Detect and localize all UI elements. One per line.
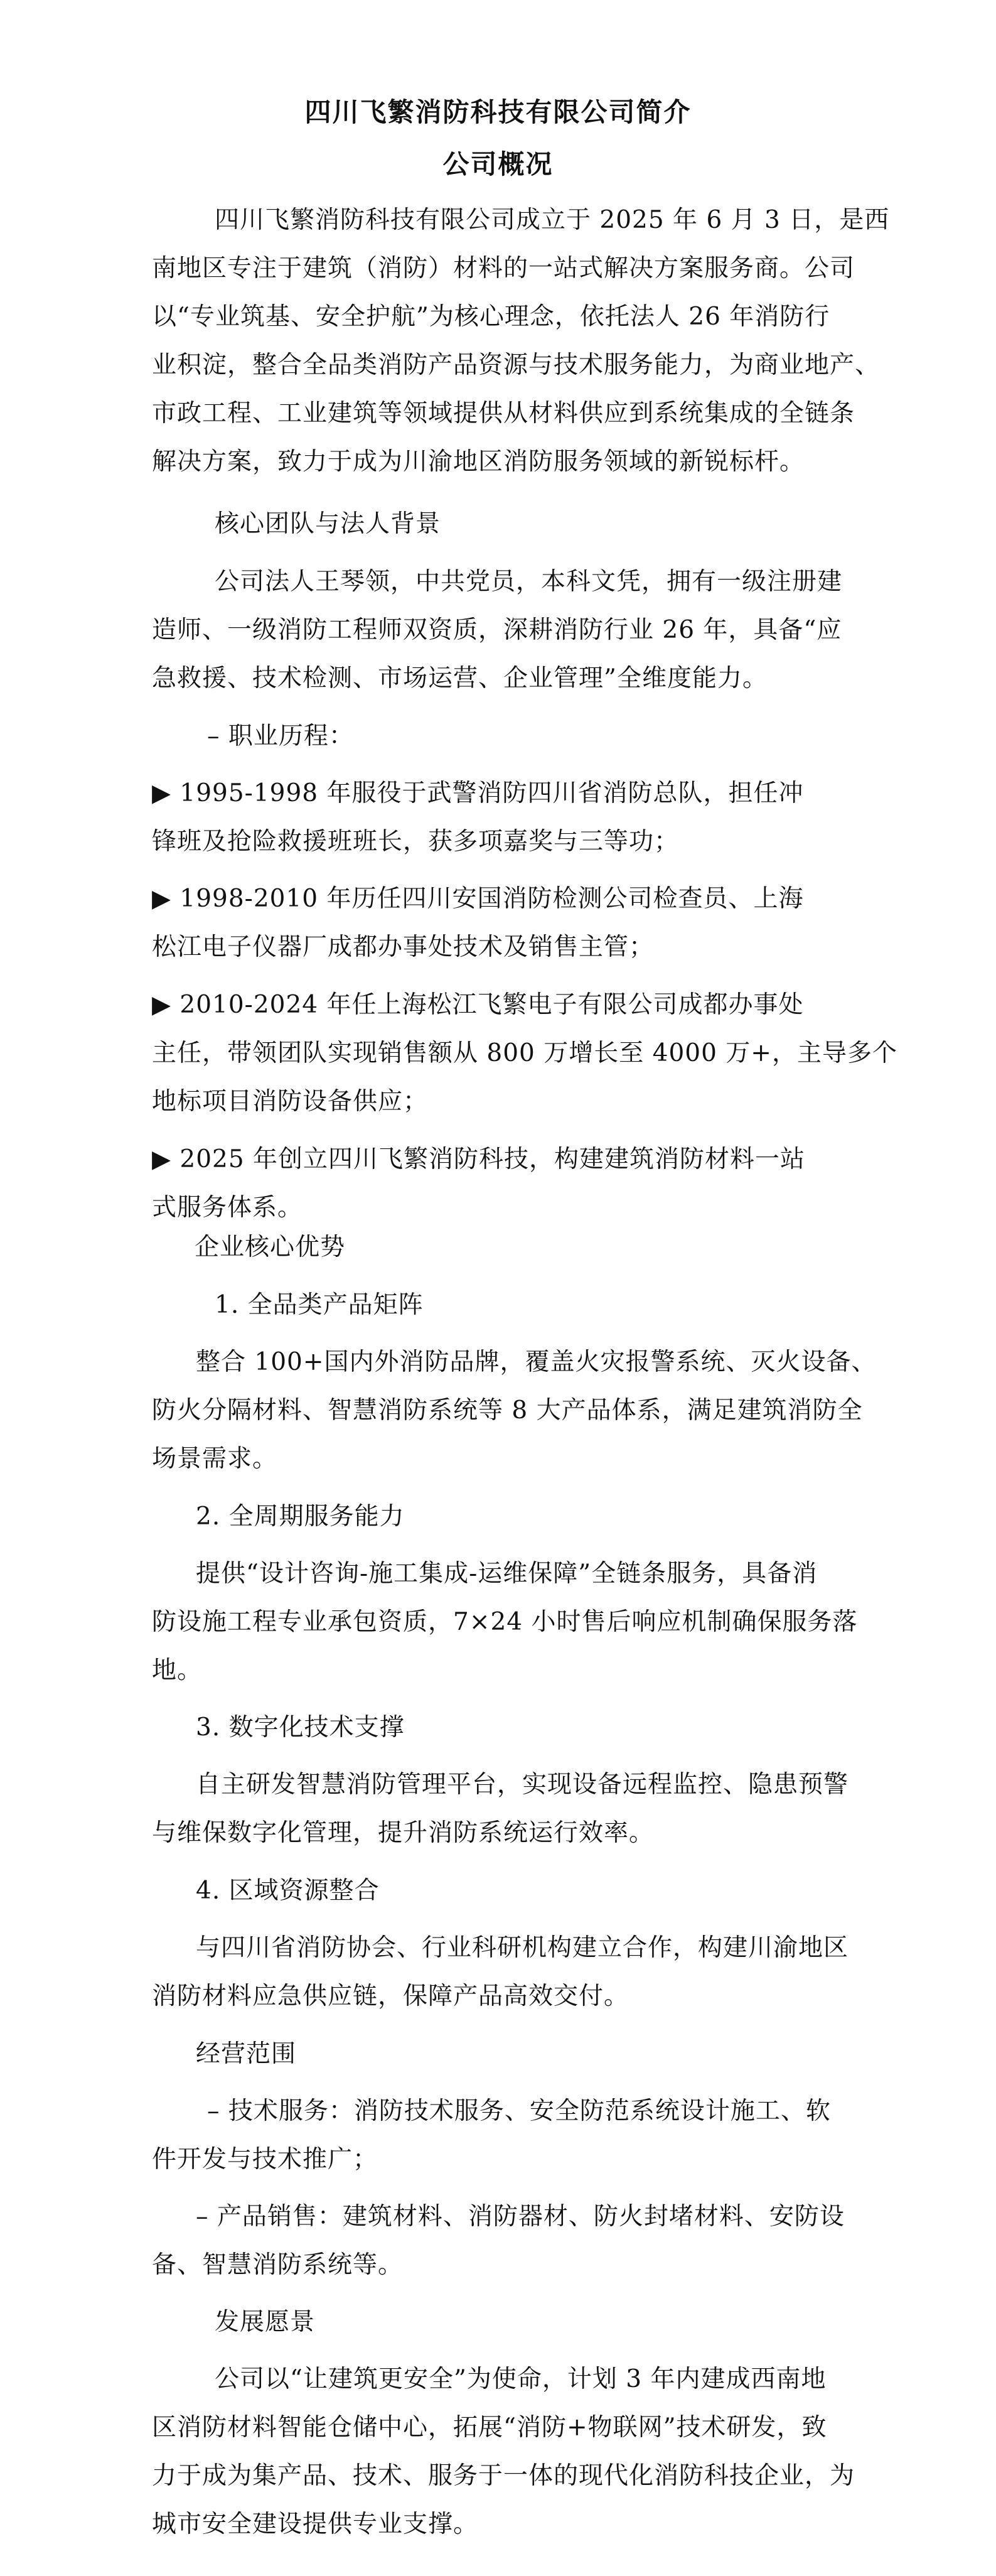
- vision-line-4: 城市安全建设提供专业支撑。: [152, 2510, 479, 2538]
- advantage-2-line-2: 防设施工程专业承包资质，7×24 小时售后响应机制确保服务落: [152, 1608, 858, 1636]
- team-line-1: 公司法人王琴领，中共党员，本科文凭，拥有一级注册建: [215, 568, 843, 596]
- overview-line-2: 南地区专注于建筑（消防）材料的一站式解决方案服务商。公司: [152, 254, 855, 283]
- overview-line-3: 以“专业筑基、安全护航”为核心理念，依托法人 26 年消防行: [152, 303, 830, 331]
- career-item-1-line-2: 锋班及抢险救援班班长，获多项嘉奖与三等功；: [152, 827, 680, 856]
- scope-item-2-line-1: – 产品销售：建筑材料、消防器材、防火封堵材料、安防设: [196, 2202, 845, 2231]
- career-item-4-line-1: ▶ 2025 年创立四川飞繁消防科技，构建建筑消防材料一站: [152, 1145, 806, 1173]
- overview-line-1: 四川飞繁消防科技有限公司成立于 2025 年 6 月 3 日，是西: [215, 206, 890, 234]
- document-title: 四川飞繁消防科技有限公司简介: [304, 97, 692, 127]
- overview-line-4: 业积淀，整合全品类消防产品资源与技术服务能力，为商业地产、: [152, 351, 881, 379]
- advantage-4-line-2: 消防材料应急供应链，保障产品高效交付。: [152, 1982, 629, 2010]
- career-item-4-line-2: 式服务体系。: [152, 1194, 303, 1222]
- section-heading-scope: 经营范围: [196, 2040, 297, 2068]
- career-item-3-line-3: 地标项目消防设备供应；: [152, 1087, 429, 1116]
- advantage-1-title: 1. 全品类产品矩阵: [215, 1291, 424, 1319]
- advantage-2-line-3: 地。: [152, 1656, 203, 1684]
- advantage-2-title: 2. 全周期服务能力: [196, 1502, 405, 1531]
- career-item-2-line-2: 松江电子仪器厂成都办事处技术及销售主管；: [152, 933, 655, 961]
- overview-line-6: 解决方案，致力于成为川渝地区消防服务领域的新锐标杆。: [152, 448, 805, 476]
- scope-item-1-line-1: – 技术服务：消防技术服务、安全防范系统设计施工、软: [207, 2097, 831, 2125]
- advantage-3-title: 3. 数字化技术支撑: [196, 1713, 405, 1742]
- career-item-2-line-1: ▶ 1998-2010 年历任四川安国消防检测公司检查员、上海: [152, 885, 804, 913]
- advantage-1-line-1: 整合 100+国内外消防品牌，覆盖火灾报警系统、灭火设备、: [196, 1348, 877, 1376]
- section-heading-advantages: 企业核心优势: [195, 1233, 346, 1261]
- vision-line-3: 力于成为集产品、技术、服务于一体的现代化消防科技企业，为: [152, 2462, 855, 2490]
- career-item-3-line-2: 主任，带领团队实现销售额从 800 万增长至 4000 万+，主导多个: [152, 1039, 897, 1067]
- advantage-3-line-2: 与维保数字化管理，提升消防系统运行效率。: [152, 1819, 655, 1847]
- vision-line-2: 区消防材料智能仓储中心，拓展“消防+物联网”技术研发，致: [152, 2413, 827, 2442]
- career-item-1-line-1: ▶ 1995-1998 年服役于武警消防四川省消防总队，担任冲: [152, 779, 804, 807]
- advantage-1-line-2: 防火分隔材料、智慧消防系统等 8 大产品体系，满足建筑消防全: [152, 1396, 863, 1425]
- advantage-2-line-1: 提供“设计咨询-施工集成-运维保障”全链条服务，具备消: [196, 1560, 818, 1588]
- scope-item-1-line-2: 件开发与技术推广；: [152, 2145, 378, 2174]
- section-heading-overview: 公司概况: [442, 149, 554, 180]
- vision-line-1: 公司以“让建筑更安全”为使命，计划 3 年内建成西南地: [215, 2365, 827, 2393]
- section-heading-team: 核心团队与法人背景: [215, 510, 441, 538]
- team-line-2: 造师、一级消防工程师双资质，深耕消防行业 26 年，具备“应: [152, 616, 842, 644]
- overview-line-5: 市政工程、工业建筑等领域提供从材料供应到系统集成的全链条: [152, 399, 855, 428]
- career-heading: – 职业历程：: [207, 722, 354, 750]
- team-line-3: 急救援、技术检测、市场运营、企业管理”全维度能力。: [152, 664, 768, 693]
- section-heading-vision: 发展愿景: [215, 2308, 316, 2336]
- advantage-3-line-1: 自主研发智慧消防管理平台，实现设备远程监控、隐患预警: [196, 1770, 849, 1799]
- scope-item-2-line-2: 备、智慧消防系统等。: [152, 2251, 404, 2279]
- career-item-3-line-1: ▶ 2010-2024 年任上海松江飞繁电子有限公司成都办事处: [152, 991, 804, 1019]
- advantage-4-title: 4. 区域资源整合: [196, 1877, 380, 1905]
- advantage-4-line-1: 与四川省消防协会、行业科研机构建立合作，构建川渝地区: [196, 1934, 849, 1962]
- advantage-1-line-3: 场景需求。: [152, 1445, 278, 1473]
